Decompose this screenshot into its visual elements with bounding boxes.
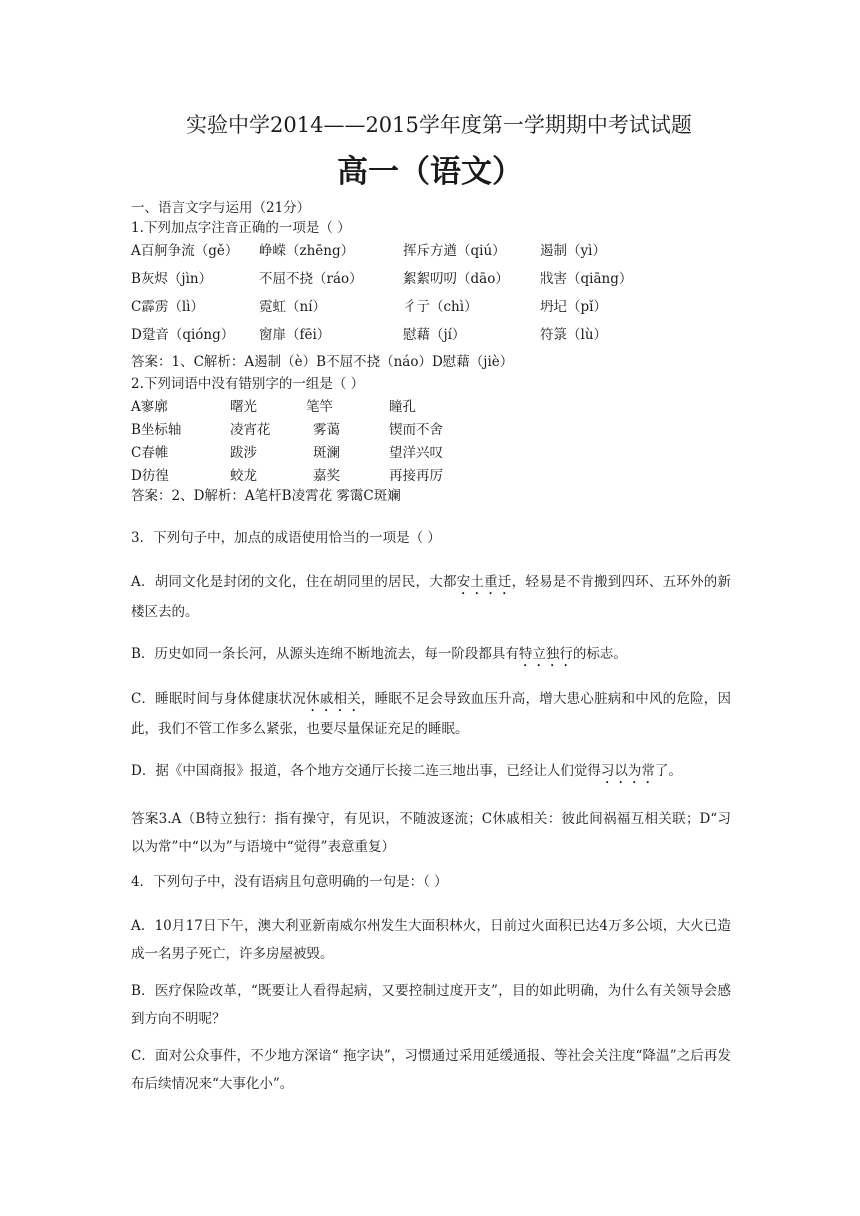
q1-option-cell: B灰烬（jìn） xyxy=(131,271,213,287)
q2-option-cell: B坐标轴 xyxy=(131,422,182,438)
q1-option-cell: 符箓（lù） xyxy=(540,327,608,343)
q1-option-cell: 坍圮（pǐ） xyxy=(540,299,607,315)
q3-stem: 3．下列句子中，加点的成语使用恰当的一项是（ ） xyxy=(131,530,441,546)
q2-option-cell: 再接再厉 xyxy=(389,468,443,484)
q2-option-cell: 雾蔼 xyxy=(313,422,340,438)
q1-option-cell: 霓虹（ní） xyxy=(259,299,327,315)
q2-option-cell: D彷徨 xyxy=(131,468,169,484)
q2-option-cell: 跋涉 xyxy=(230,445,257,461)
q4-stem: 4．下列句子中，没有语病且句意明确的一句是：（ ） xyxy=(131,874,448,890)
q2-option-cell: 瞳孔 xyxy=(389,399,416,415)
q2-option-cell: 蛟龙 xyxy=(230,468,257,484)
q3-option-a: A．胡同文化是封闭的文化，住在胡同里的居民，大都安土重迁，轻易是不肯搬到四环、五环外的新楼区去的。 xyxy=(131,574,732,620)
q1-answer: 答案：1、C解析：A遏制（è）B不屈不挠（náo）D慰藉（jiè） xyxy=(131,354,514,370)
q3-option-b: B．历史如同一条长河，从源头连绵不断地流去，每一阶段都具有特立独行的标志。 xyxy=(131,646,627,662)
q1-option-cell: 挥斥方遒（qiú） xyxy=(403,243,506,259)
exam-title: 实验中学2014——2015学年度第一学期期中考试试题 xyxy=(186,113,692,137)
section-heading: 一、语言文字与运用（21分） xyxy=(131,200,311,216)
q1-option-cell: 戕害（qiāng） xyxy=(540,271,633,287)
q2-option-cell: 凌宵花 xyxy=(230,422,271,438)
q3-option-d: D．据《中国商报》报道，各个地方交通厅长接二连三地出事，已经让人们觉得习以为常了。 xyxy=(131,763,682,779)
q2-option-cell: 锲而不舍 xyxy=(389,422,443,438)
q4-option-c: C．面对公众事件，不少地方深谙“ 拖字诀”，习惯通过采用延缓通报、等社会关注度“降温”之后再发布后续情况来“大事化小”。 xyxy=(131,1048,731,1092)
q1-option-cell: 峥嵘（zhēng） xyxy=(259,243,355,259)
q3-option-c: C．睡眠时间与身体健康状况休戚相关，睡眠不足会导致血压升高，增大患心脏病和中风的危险，因此，我们不管工作多么紧张，也要尽量保证充足的睡眠。 xyxy=(131,691,732,737)
q2-stem: 2.下列词语中没有错别字的一组是（ ） xyxy=(131,376,365,392)
q1-option-cell: 絮絮叨叨（dāo） xyxy=(403,271,509,287)
q2-option-cell: 嘉奖 xyxy=(313,468,340,484)
q1-option-cell: C霹雳（lì） xyxy=(131,299,204,315)
q1-stem: 1.下列加点字注音正确的一项是（ ） xyxy=(131,220,351,236)
q1-option-cell: 慰藉（jí） xyxy=(403,327,466,343)
q2-option-cell: 斑澜 xyxy=(313,445,340,461)
q1-option-cell: 不屈不挠（ráo） xyxy=(259,271,363,287)
q1-option-cell: 窗扉（fēi） xyxy=(259,327,331,343)
exam-subtitle: 高一（语文） xyxy=(337,154,523,190)
q4-option-b: B．医疗保险改革，“既要让人看得起病，又要控制过度开支”，目的如此明确，为什么有关领导会感到方向不明呢？ xyxy=(131,983,731,1027)
q2-option-cell: C春帷 xyxy=(131,445,169,461)
q1-option-cell: 遏制（yì） xyxy=(540,243,606,259)
q1-option-cell: 彳亍（chì） xyxy=(403,299,478,315)
q4-option-a: A．10月17日下午，澳大利亚新南威尔州发生大面积林火，日前过火面积已达4万多公顷，大火已造成一名男子死亡，许多房屋被毁。 xyxy=(131,918,731,962)
q2-answer: 答案：2、D解析：A笔杆B凌霄花 雾霭C斑斓 xyxy=(131,488,401,504)
q2-option-cell: 曙光 xyxy=(230,399,257,415)
q2-option-cell: 望洋兴叹 xyxy=(389,445,443,461)
q1-option-cell: A百舸争流（gě） xyxy=(131,243,239,259)
q2-option-cell: A寥廓 xyxy=(131,399,168,415)
q3-answer: 答案3.A（B特立独行：指有操守，有见识，不随波逐流；C休戚相关：彼此间祸福互相关联；D“习以为常”中“以为”与语境中“觉得”表意重复） xyxy=(131,811,731,855)
q1-option-cell: D跫音（qióng） xyxy=(131,327,235,343)
q2-option-cell: 笔竿 xyxy=(306,399,333,415)
